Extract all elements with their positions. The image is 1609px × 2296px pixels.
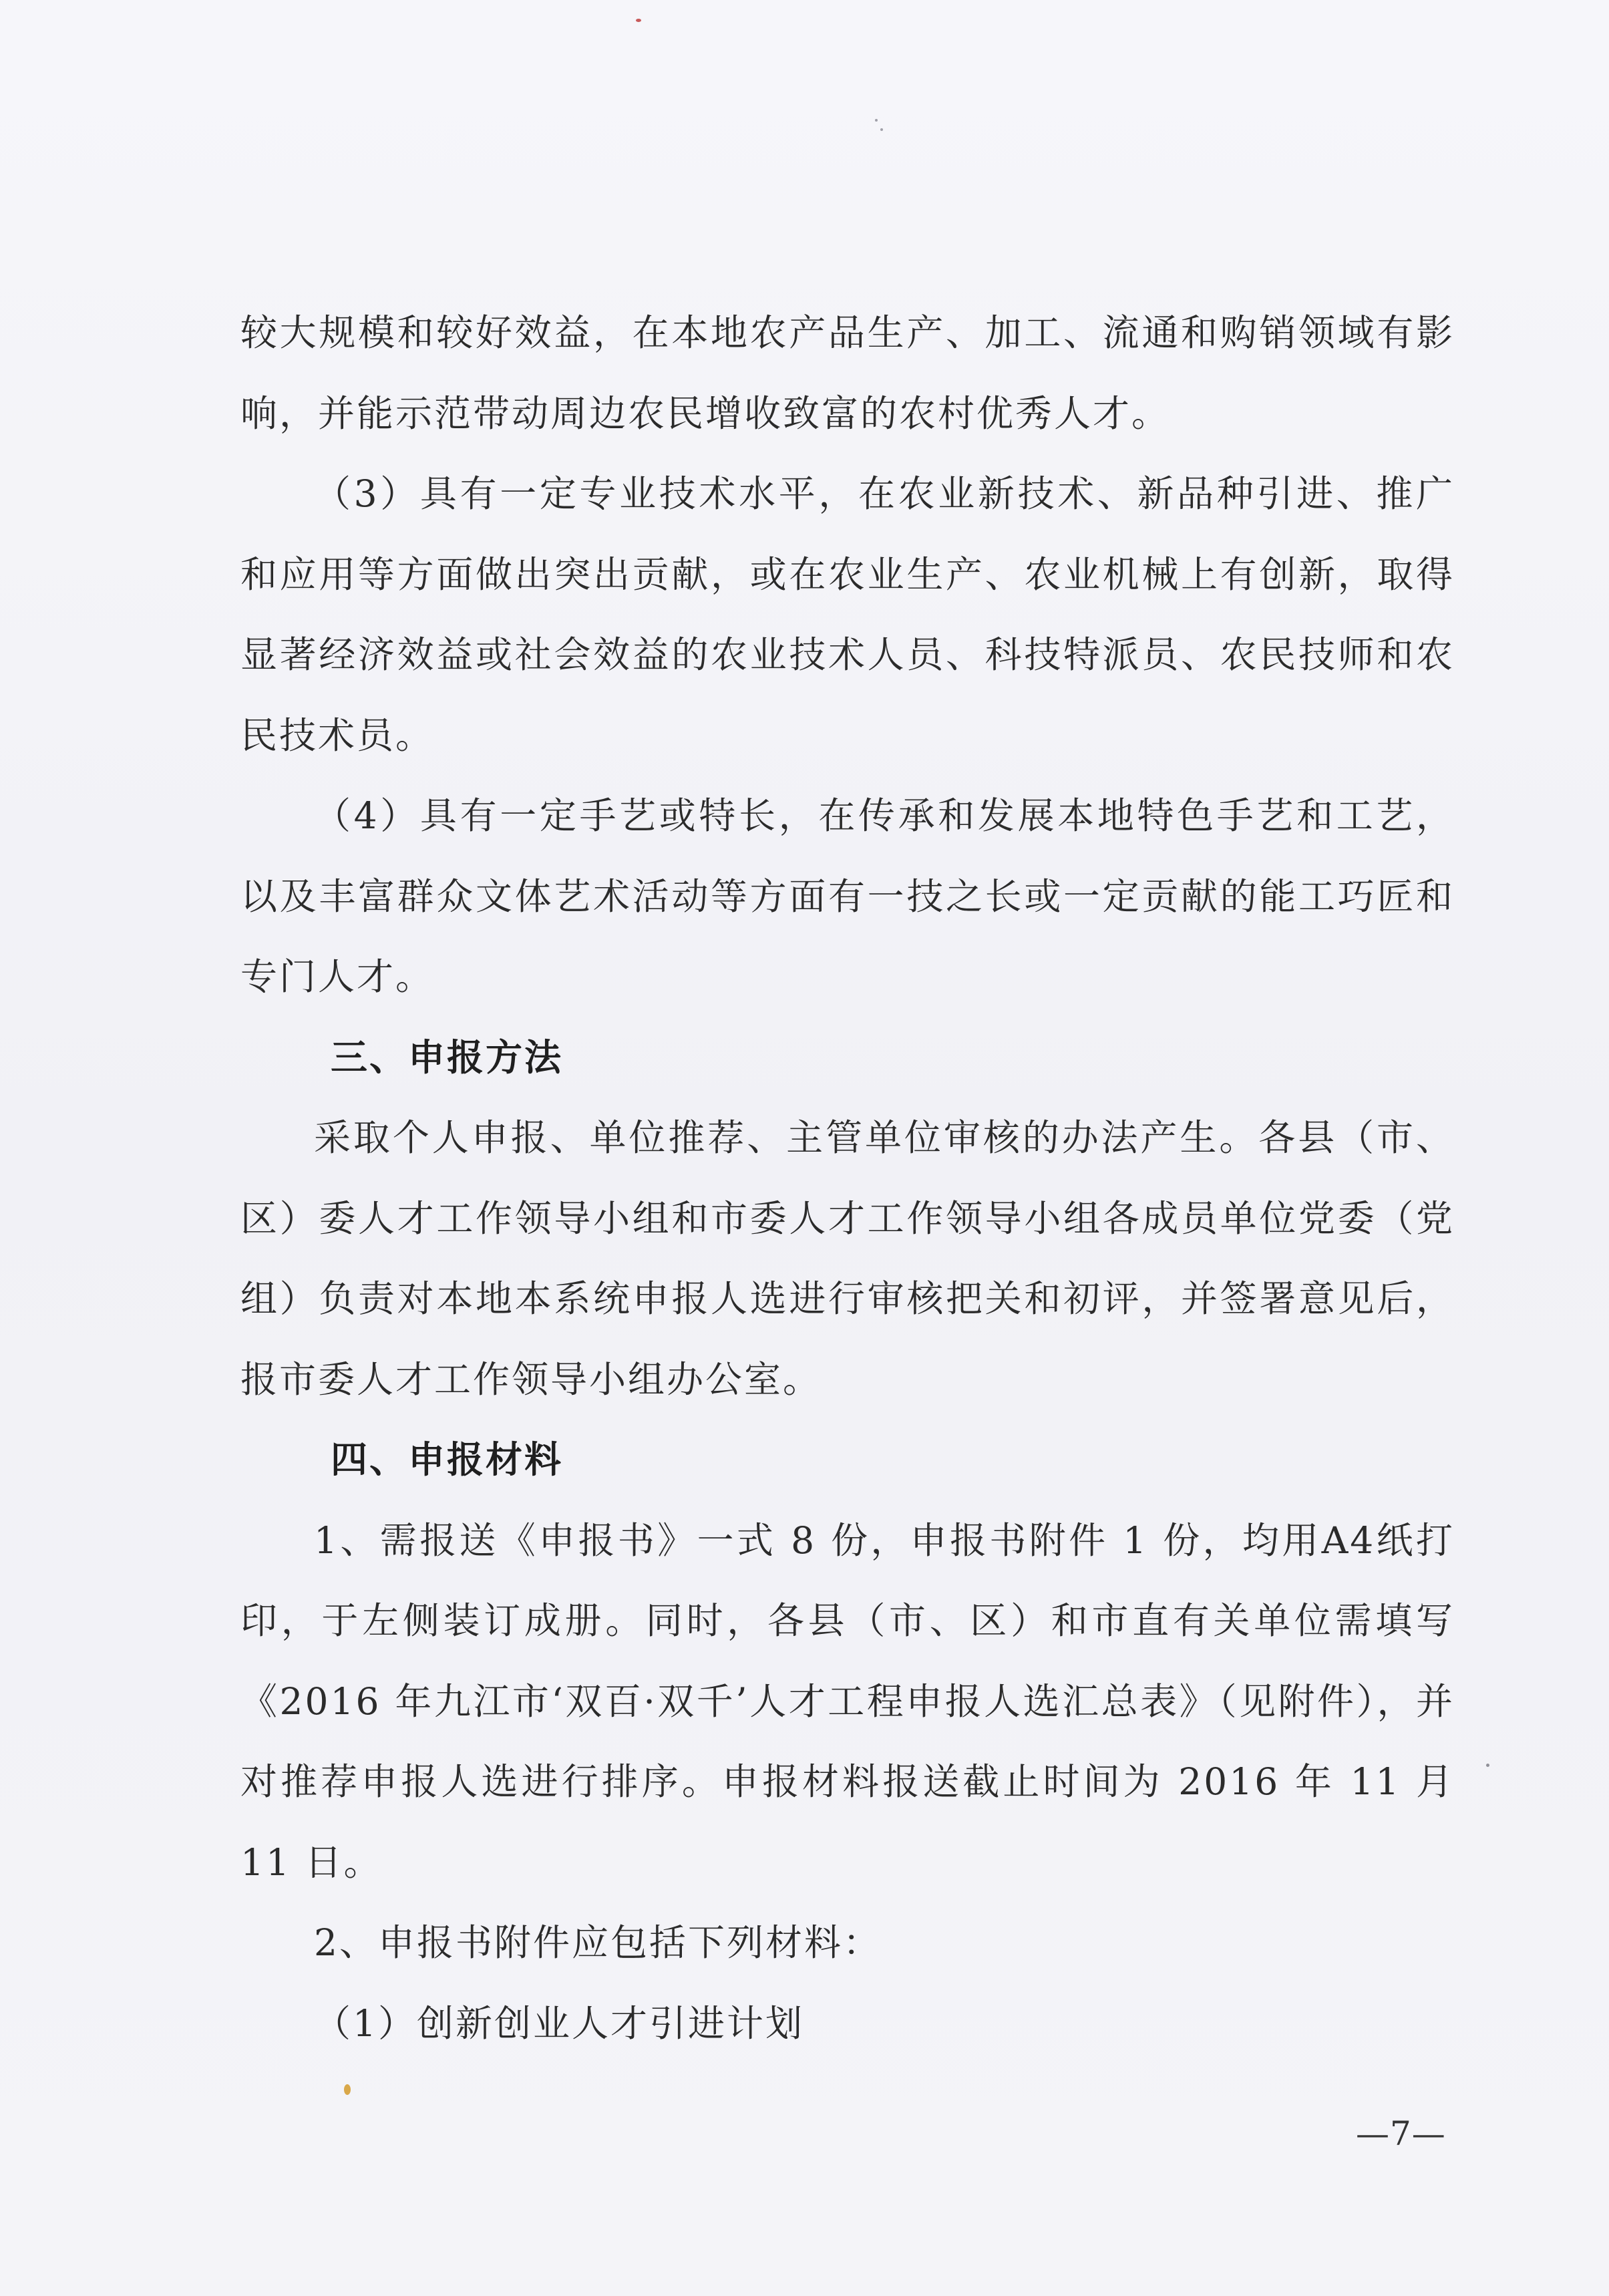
section-heading-materials: 四、申报材料 [331,1438,564,1481]
paragraph-item-3: （3）具有一定专业技术水平，在农业新技术、新品种引进、推广和应用等方面做出突出贡献，或在农业生产、农业机械上有创新，取得显著经济效益或社会效益的农业技术人员、科技特派员、农民技师和农民技术员。 [240,472,1455,757]
section-heading-method: 三、申报方法 [331,1035,564,1079]
paragraph-materials-1: 1、需报送《申报书》一式 8 份，申报书附件 1 份，均用A4纸打印，于左侧装订成册。同时，各县（市、区）和市直有关单位需填写《2016 年九江市‘双百·双千’人才工程申报人选汇总表》（见附件），并对推荐申报人选进行排序。申报材料报送截止时间为 2016 年 11 月 11 日。 [240,1518,1455,1884]
paragraph-materials-2: 2、申报书附件应包括下列材料： [314,1921,882,1964]
document-body [240,293,1455,2064]
paragraph-materials-2-1: （1）创新创业人才引进计划 [314,2001,804,2045]
scan-speck [880,128,883,131]
paragraph-continued: 较大规模和较好效益，在本地农产品生产、加工、流通和购销领域有影响，并能示范带动周边农民增收致富的农村优秀人才。 [240,311,1455,435]
scan-speck [1486,1764,1489,1767]
paragraph-method: 采取个人申报、单位推荐、主管单位审核的办法产生。各县（市、区）委人才工作领导小组和市委人才工作领导小组各成员单位党委（党组）负责对本地本系统申报人选进行审核把关和初评，并签署意见后，报市委人才工作领导小组办公室。 [240,1116,1455,1401]
paragraph-item-4: （4）具有一定手艺或特长，在传承和发展本地特色手艺和工艺，以及丰富群众文体艺术活动等方面有一技之长或一定贡献的能工巧匠和专门人才。 [240,794,1455,998]
page-number: —7— [1356,2114,1446,2153]
scan-speck [636,19,641,22]
scan-speck [875,119,878,122]
scan-speck [344,2084,351,2095]
